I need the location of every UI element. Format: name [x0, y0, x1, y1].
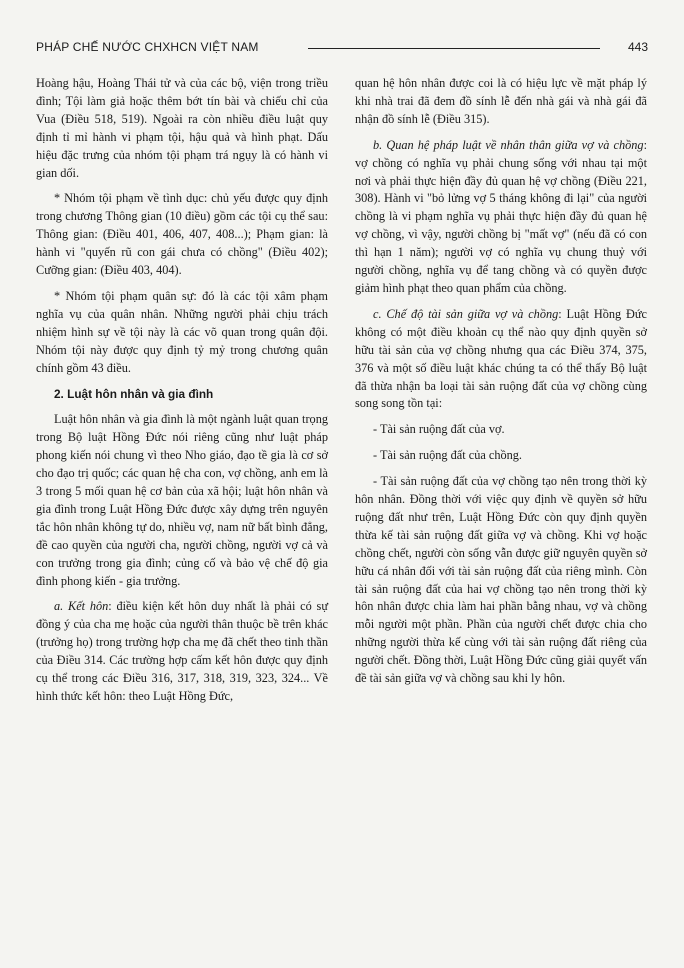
paragraph-property-regime — [355, 306, 647, 413]
paragraph-text: : Luật Hồng Đức không có một điều khoản cụ thể nào quy định quyền sở hữu tài sản của vợ chồng nhưng qua các Điều 374, 375, 376 và một số điều luật khác chúng ta có thể thấy Bộ luật đã thừa nhận ba loại tài sản ruộng đất của vợ chồng cùng song song tồn tại: — [355, 306, 647, 411]
paragraph-text: : điều kiện kết hôn duy nhất là phải có sự đồng ý của cha mẹ hoặc của người thân thuộc bề trên khác (trưởng họ) trong trường hợp cha mẹ đã chết theo tinh thần của Điều 314. Các trường hợp cấm kết hôn được quy định cụ thể trong các Điều 316, 317, 318, 319, 323, 324... Về hình thức kết hôn: theo Luật Hồng Đức, — [36, 599, 328, 703]
paragraph-military-crimes: * Nhóm tội phạm quân sự: đó là các tội xâm phạm nghĩa vụ của quân nhân. Những người phải chịu trách nhiệm hình sự về tội này là các võ quan trong quân đội. Nhóm tội này được quy định tỷ mỷ trong chương quân chính gồm 43 điều. — [36, 288, 328, 375]
running-title: PHÁP CHẾ NƯỚC CHXHCN VIỆT NAM — [36, 40, 259, 54]
paragraph-marriage — [36, 598, 328, 705]
paragraph-personal-relations — [355, 137, 647, 298]
paragraph-marriage-law — [36, 411, 328, 590]
page-header — [36, 38, 648, 60]
list-item: - Tài sản ruộng đất của chồng. — [373, 448, 522, 463]
paragraph-continuation: quan hệ hôn nhân được coi là có hiệu lực về mặt pháp lý khi nhà trai đã đem đồ sính lễ đến nhà gái và nhà gái đã nhận đồ sính lễ (Điều 315). — [355, 76, 647, 126]
section-heading: 2. Luật hôn nhân và gia đình — [54, 386, 214, 401]
list-item: - Tài sản ruộng đất của vợ. — [373, 422, 505, 437]
subsection-title: b. Quan hệ pháp luật về nhân thân giữa vợ và chồng — [373, 137, 644, 152]
header-rule — [308, 48, 600, 49]
subsection-title: c. Chế độ tài sản giữa vợ và chồng — [373, 306, 559, 321]
paragraph-continuation: Hoàng hậu, Hoàng Thái tử và của các bộ, viện trong triều đình; Tội làm giả hoặc thêm bớt tín bài và chiếu chỉ của Vua (Điều 518, 519). Ngoài ra còn nhiều điều luật quy định tỉ mỉ hành vi phạm tội, hậu quả và hình phạt. Dấu hiệu đặc trưng của nhóm tội phạm trá ngụy là có hành vi gian dối. — [36, 76, 328, 180]
paragraph-text: : vợ chồng có nghĩa vụ phải chung sống với nhau tại một nơi và phải thực hiện đầy đủ quan hệ vợ chồng (Điều 221, 308). Hành vi "bỏ lửng vợ 5 tháng không đi lại" của người chồng là vi phạm nghĩa vụ phải thực hiện đầy đủ quan hệ vợ chồng, vì vậy, người chồng bị "mất vợ" (nếu đã có con thì hạn 1 năm); người vợ có nghĩa vụ chung thuỷ với người chồng, nghĩa vụ để tang chồng và có quyền được giảm hình phạt theo quan phẩm của chồng. — [355, 137, 647, 295]
paragraph-sexual-crimes: * Nhóm tội phạm về tình dục: chủ yếu được quy định trong chương Thông gian (10 điều) gồm các tội cụ thể sau: Thông gian: (Điều 401, 406, 407, 408...); Phạm gian: là hành vi "quyến rũ con gái chưa có chồng" (Điều 402); Cưỡng gian: (Điều 403, 404). — [36, 191, 328, 278]
subsection-title: a. Kết hôn — [54, 599, 109, 614]
paragraph-text: Luật hôn nhân và gia đình là một ngành luật quan trọng trong Bộ luật Hồng Đức nói riêng cũng như luật pháp phong kiến nói chung vì theo Nho giáo, đạo tề gia là cơ sở cho đạo trị quốc; các quan hệ cha con, vợ chồng, anh em là 3 trong 5 mối quan hệ cơ bản của xã hội; luật hôn nhân và gia đình trong Luật Hồng Đức được xây dựng trên nguyên tắc hôn nhân không tự do, nhiều vợ, nam nữ bất bình đẳng, đề cao quyền của người cha, người chồng, người vợ cả và con trưởng trong gia đình; củng cố và bảo vệ chế độ gia đình phong kiến - gia trưởng. — [36, 412, 328, 588]
right-column — [355, 75, 647, 688]
page-number: 443 — [627, 40, 648, 54]
left-column — [36, 75, 328, 706]
paragraph-joint-property: - Tài sản ruộng đất của vợ chồng tạo nên trong thời kỳ hôn nhân. Đồng thời với việc quy định về quyền sở hữu ruộng đất như trên, Luật Hồng Đức còn quy định quyền thừa kế tài sản ruộng đất giữa vợ và chồng. Khi vợ hoặc chồng chết, người còn sống vẫn được giữ nguyên quyền sở hữu cá nhân đối với tài sản ruộng đất của riêng mình. Còn tài sản ruộng đất của hai vợ chồng tạo nên trong thời kỳ hôn nhân được chia làm hai phần bằng nhau, vợ và chồng mỗi người một phần. Phần của người chết được chia cho những người thừa kế cùng với tài sản ruộng đất riêng của người chết. Đồng thời, Luật Hồng Đức cũng giải quyết vấn đề tài sản giữa vợ và chồng sau khi ly hôn. — [355, 474, 647, 686]
